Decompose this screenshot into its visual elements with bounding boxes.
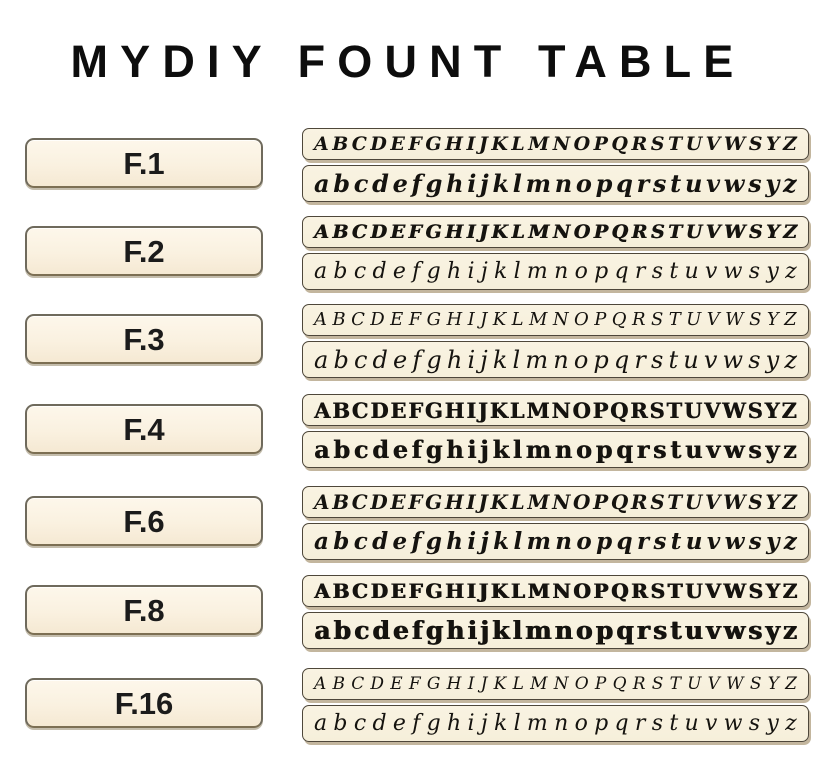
uppercase-sample-strip-f2 xyxy=(302,216,809,248)
font-row-f2 xyxy=(0,216,816,290)
lowercase-letters-f1: a b c d e f g h i j k l m n o p q r s t u v w s y z xyxy=(314,168,797,198)
font-button-f6-label: F.6 xyxy=(123,503,165,539)
font-button-f4-label: F.4 xyxy=(123,411,165,447)
font-button-f2[interactable] xyxy=(25,226,263,276)
uppercase-sample-strip-f4 xyxy=(302,394,809,426)
uppercase-letters-f6: A B C D E F G H I J K L M N O P Q R S T U V W S Y Z xyxy=(314,490,797,514)
lowercase-sample-strip-f8 xyxy=(302,612,809,649)
lowercase-sample-strip-f16 xyxy=(302,705,809,742)
font-button-f3[interactable] xyxy=(25,314,263,364)
font-samples-f16 xyxy=(302,668,809,742)
font-button-f3-label: F.3 xyxy=(123,321,165,357)
font-button-f8[interactable] xyxy=(25,585,263,635)
lowercase-sample-strip-f4 xyxy=(302,431,809,468)
uppercase-sample-strip-f8 xyxy=(302,575,809,607)
font-samples-f4 xyxy=(302,394,809,468)
lowercase-letters-f2: a b c d e f g h i j k l m n o p q r s t u v w s y z xyxy=(314,258,797,284)
font-button-f8-label: F.8 xyxy=(123,592,165,628)
uppercase-letters-f4: A B C D E F G H I J K L M N O P Q R S T U V W S Y Z xyxy=(314,397,797,423)
uppercase-sample-strip-f6 xyxy=(302,486,809,518)
font-row-f8 xyxy=(0,575,816,649)
uppercase-letters-f16: A B C D E F G H I J K L M N O P Q R S T U V W S Y Z xyxy=(314,673,797,694)
lowercase-sample-strip-f3 xyxy=(302,341,809,378)
lowercase-letters-f6: a b c d e f g h i j k l m n o p q r s t u v w s y z xyxy=(314,528,797,555)
font-button-f2-label: F.2 xyxy=(123,233,165,269)
font-row-f6 xyxy=(0,486,816,560)
uppercase-letters-f3: A B C D E F G H I J K L M N O P Q R S T U V W S Y Z xyxy=(314,309,797,330)
font-samples-f1 xyxy=(302,128,809,202)
font-row-f3 xyxy=(0,304,816,378)
lowercase-letters-f4: a b c d e f g h i j k l m n o p q r s t u v w s y z xyxy=(314,434,797,464)
uppercase-sample-strip-f1 xyxy=(302,128,809,160)
lowercase-letters-f16: a b c d e f g h i j k l m n o p q r s t u v w s y z xyxy=(314,710,797,736)
font-row-f1 xyxy=(0,128,816,202)
uppercase-letters-f2: A B C D E F G H I J K L M N O P Q R S T U V W S Y Z xyxy=(314,220,797,243)
font-button-f1[interactable] xyxy=(25,138,263,188)
font-button-f16[interactable] xyxy=(25,678,263,728)
font-samples-f6 xyxy=(302,486,809,560)
lowercase-letters-f8: a b c d e f g h i j k l m n o p q r s t u v w s y z xyxy=(314,616,797,645)
font-button-f6[interactable] xyxy=(25,496,263,546)
lowercase-sample-strip-f2 xyxy=(302,253,809,290)
uppercase-sample-strip-f3 xyxy=(302,304,809,336)
font-button-f4[interactable] xyxy=(25,404,263,454)
lowercase-letters-f3: a b c d e f g h i j k l m n o p q r s t u v w s y z xyxy=(314,345,797,374)
font-samples-f2 xyxy=(302,216,809,290)
uppercase-sample-strip-f16 xyxy=(302,668,809,700)
font-row-f16 xyxy=(0,668,816,742)
font-button-f1-label: F.1 xyxy=(123,145,165,181)
uppercase-letters-f8: A B C D E F G H I J K L M N O P Q R S T U V W S Y Z xyxy=(314,579,797,603)
lowercase-sample-strip-f1 xyxy=(302,165,809,202)
font-row-f4 xyxy=(0,394,816,468)
font-samples-f3 xyxy=(302,304,809,378)
lowercase-sample-strip-f6 xyxy=(302,523,809,560)
font-button-f16-label: F.16 xyxy=(114,685,174,721)
uppercase-letters-f1: A B C D E F G H I J K L M N O P Q R S T U V W S Y Z xyxy=(314,132,797,155)
font-samples-f8 xyxy=(302,575,809,649)
page-title: MYDIY FOUNT TABLE xyxy=(70,36,746,87)
